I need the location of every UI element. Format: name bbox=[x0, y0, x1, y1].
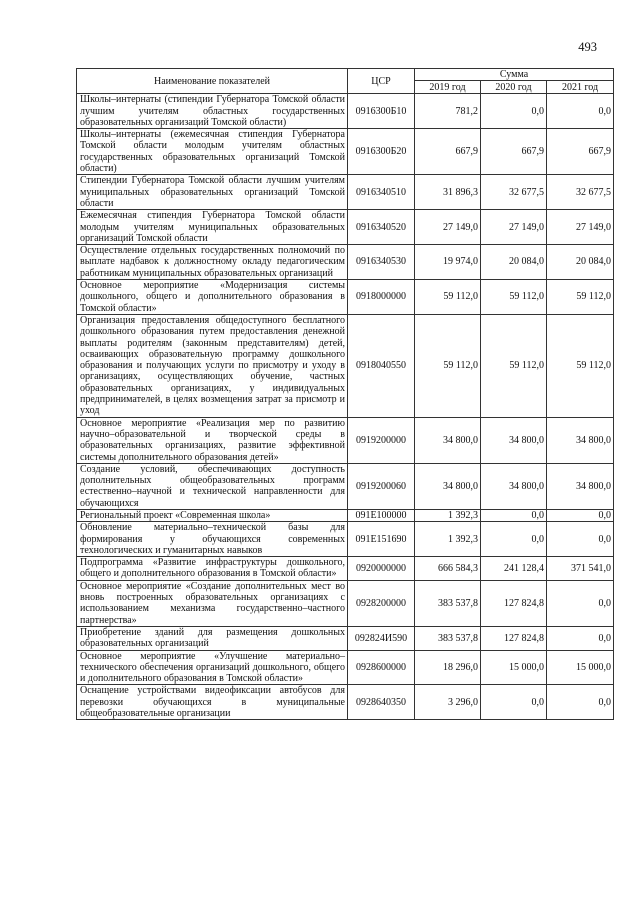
row-value-2021-cell: 27 149,0 bbox=[547, 210, 614, 245]
row-name-cell: Стипендии Губернатора Томской области лучшим учителям муниципальных образовательных организаций Томской области bbox=[77, 175, 348, 210]
row-value-2021-cell: 15 000,0 bbox=[547, 650, 614, 685]
row-code-cell: 0916300Б20 bbox=[348, 129, 415, 175]
row-name-cell: Основное мероприятие «Реализация мер по развитию научно–образовательной и творческой среды в образовательных организациях, развитие эффективной системы дополнительного образования детей» bbox=[77, 417, 348, 463]
row-code-cell: 0928200000 bbox=[348, 580, 415, 626]
header-year-2019: 2019 год bbox=[415, 81, 481, 94]
row-code-cell: 0916300Б10 bbox=[348, 94, 415, 129]
header-name: Наименование показателей bbox=[77, 69, 348, 94]
row-value-2021-cell: 0,0 bbox=[547, 685, 614, 720]
row-value-2019-cell: 19 974,0 bbox=[415, 245, 481, 280]
row-value-2019-cell: 34 800,0 bbox=[415, 463, 481, 509]
table-row bbox=[77, 580, 614, 626]
row-name-cell: Осуществление отдельных государственных полномочий по выплате надбавок к должностному окладу педагогическим работникам муниципальных образовательных организаций bbox=[77, 245, 348, 280]
row-value-2020-cell: 59 112,0 bbox=[481, 314, 547, 417]
table-row bbox=[77, 522, 614, 557]
row-value-2021-cell: 0,0 bbox=[547, 626, 614, 650]
row-value-2019-cell: 3 296,0 bbox=[415, 685, 481, 720]
row-code-cell: 0916340520 bbox=[348, 210, 415, 245]
row-value-2021-cell: 59 112,0 bbox=[547, 314, 614, 417]
row-value-2021-cell: 34 800,0 bbox=[547, 417, 614, 463]
row-name-cell: Приобретение зданий для размещения дошкольных образовательных организаций bbox=[77, 626, 348, 650]
row-value-2020-cell: 241 128,4 bbox=[481, 557, 547, 581]
row-value-2020-cell: 0,0 bbox=[481, 685, 547, 720]
row-code-cell: 091E151690 bbox=[348, 522, 415, 557]
row-value-2020-cell: 0,0 bbox=[481, 94, 547, 129]
row-code-cell: 092824И590 bbox=[348, 626, 415, 650]
row-code-cell: 0920000000 bbox=[348, 557, 415, 581]
row-value-2020-cell: 15 000,0 bbox=[481, 650, 547, 685]
header-year-2020: 2020 год bbox=[481, 81, 547, 94]
row-value-2019-cell: 383 537,8 bbox=[415, 580, 481, 626]
table-row bbox=[77, 245, 614, 280]
row-value-2021-cell: 0,0 bbox=[547, 94, 614, 129]
table-row bbox=[77, 463, 614, 509]
table-row bbox=[77, 509, 614, 521]
row-name-cell: Организация предоставления общедоступного бесплатного дошкольного образования путем предоставления денежной выплаты родителям (законным представителям) детей, осваивающих образовательную программу дошкольного образования и получающих услуги по присмотру и уходу в организациях, осуществляющих обучение, частных образовательных организациях, у индивидуальных предпринимателей, в целях возмещения затрат за присмотр и уход bbox=[77, 314, 348, 417]
row-value-2021-cell: 0,0 bbox=[547, 580, 614, 626]
table-row bbox=[77, 650, 614, 685]
budget-table bbox=[76, 68, 614, 720]
header-code: ЦСР bbox=[348, 69, 415, 94]
row-name-cell: Школы–интернаты (стипендии Губернатора Томской области лучшим учителям областных государственных образовательных организаций Томской области) bbox=[77, 94, 348, 129]
row-value-2019-cell: 31 896,3 bbox=[415, 175, 481, 210]
row-value-2021-cell: 0,0 bbox=[547, 522, 614, 557]
row-name-cell: Создание условий, обеспечивающих доступность дополнительных общеобразовательных программ естественно–научной и технической направленности для обучающихся bbox=[77, 463, 348, 509]
row-value-2021-cell: 32 677,5 bbox=[547, 175, 614, 210]
row-name-cell: Основное мероприятие «Улучшение материально–технического обеспечения организаций дошкольного, общего и дополнительного образования в Томской области» bbox=[77, 650, 348, 685]
row-value-2019-cell: 27 149,0 bbox=[415, 210, 481, 245]
row-code-cell: 0928640350 bbox=[348, 685, 415, 720]
row-value-2019-cell: 666 584,3 bbox=[415, 557, 481, 581]
row-value-2019-cell: 667,9 bbox=[415, 129, 481, 175]
row-name-cell: Обновление материально–технической базы для формирования у обучающихся современных технологических и гуманитарных навыков bbox=[77, 522, 348, 557]
table-row bbox=[77, 685, 614, 720]
row-name-cell: Региональный проект «Современная школа» bbox=[77, 509, 348, 521]
row-value-2019-cell: 59 112,0 bbox=[415, 314, 481, 417]
table-row bbox=[77, 210, 614, 245]
row-code-cell: 0918040550 bbox=[348, 314, 415, 417]
header-year-2021: 2021 год bbox=[547, 81, 614, 94]
row-value-2021-cell: 0,0 bbox=[547, 509, 614, 521]
row-value-2019-cell: 383 537,8 bbox=[415, 626, 481, 650]
table-row bbox=[77, 175, 614, 210]
row-value-2021-cell: 34 800,0 bbox=[547, 463, 614, 509]
table-row bbox=[77, 94, 614, 129]
row-name-cell: Оснащение устройствами видеофиксации автобусов для перевозки обучающихся в муниципальные общеобразовательные организации bbox=[77, 685, 348, 720]
row-value-2020-cell: 127 824,8 bbox=[481, 626, 547, 650]
row-value-2020-cell: 667,9 bbox=[481, 129, 547, 175]
row-value-2021-cell: 371 541,0 bbox=[547, 557, 614, 581]
row-code-cell: 0916340510 bbox=[348, 175, 415, 210]
row-value-2019-cell: 1 392,3 bbox=[415, 509, 481, 521]
table-row bbox=[77, 129, 614, 175]
row-code-cell: 0918000000 bbox=[348, 280, 415, 315]
row-value-2020-cell: 0,0 bbox=[481, 522, 547, 557]
row-value-2021-cell: 667,9 bbox=[547, 129, 614, 175]
row-value-2019-cell: 18 296,0 bbox=[415, 650, 481, 685]
row-value-2019-cell: 1 392,3 bbox=[415, 522, 481, 557]
row-name-cell: Основное мероприятие «Модернизация системы дошкольного, общего и дополнительного образования в Томской области» bbox=[77, 280, 348, 315]
row-value-2021-cell: 20 084,0 bbox=[547, 245, 614, 280]
row-value-2021-cell: 59 112,0 bbox=[547, 280, 614, 315]
table-body bbox=[77, 94, 614, 720]
row-value-2020-cell: 0,0 bbox=[481, 509, 547, 521]
header-sum: Сумма bbox=[415, 69, 614, 81]
row-code-cell: 0916340530 bbox=[348, 245, 415, 280]
row-value-2019-cell: 34 800,0 bbox=[415, 417, 481, 463]
row-value-2019-cell: 781,2 bbox=[415, 94, 481, 129]
row-value-2020-cell: 32 677,5 bbox=[481, 175, 547, 210]
row-code-cell: 091E100000 bbox=[348, 509, 415, 521]
row-value-2020-cell: 59 112,0 bbox=[481, 280, 547, 315]
row-code-cell: 0928600000 bbox=[348, 650, 415, 685]
row-name-cell: Основное мероприятие «Создание дополнительных мест во вновь построенных образовательных организациях с использованием механизма государственно–частного партнерства» bbox=[77, 580, 348, 626]
row-name-cell: Школы–интернаты (ежемесячная стипендия Губернатора Томской области молодым учителям областных государственных образовательных организаций Томской области) bbox=[77, 129, 348, 175]
row-value-2020-cell: 20 084,0 bbox=[481, 245, 547, 280]
row-name-cell: Подпрограмма «Развитие инфраструктуры дошкольного, общего и дополнительного образования в Томской области» bbox=[77, 557, 348, 581]
row-value-2019-cell: 59 112,0 bbox=[415, 280, 481, 315]
row-value-2020-cell: 34 800,0 bbox=[481, 463, 547, 509]
table-row bbox=[77, 626, 614, 650]
table-row bbox=[77, 280, 614, 315]
table-row bbox=[77, 417, 614, 463]
row-value-2020-cell: 27 149,0 bbox=[481, 210, 547, 245]
row-code-cell: 0919200000 bbox=[348, 417, 415, 463]
table-row bbox=[77, 557, 614, 581]
row-name-cell: Ежемесячная стипендия Губернатора Томской области молодым учителям муниципальных образовательных организаций Томской области bbox=[77, 210, 348, 245]
row-code-cell: 0919200060 bbox=[348, 463, 415, 509]
page-number: 493 bbox=[578, 40, 597, 54]
row-value-2020-cell: 34 800,0 bbox=[481, 417, 547, 463]
row-value-2020-cell: 127 824,8 bbox=[481, 580, 547, 626]
table-row bbox=[77, 314, 614, 417]
